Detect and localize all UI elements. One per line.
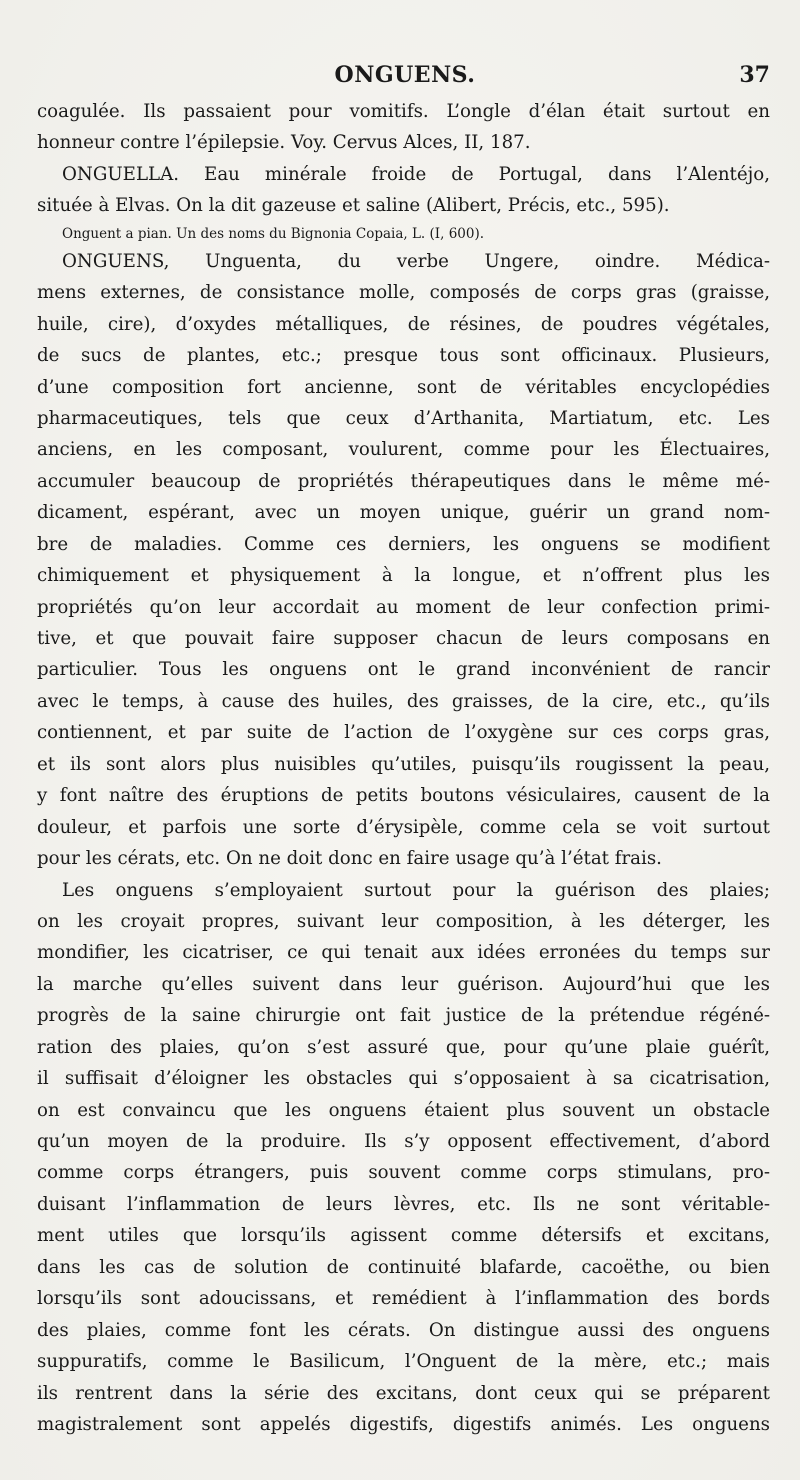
text-line: des plaies, comme font les cérats. On distingue aussi des onguens	[37, 1319, 770, 1341]
text-line: particulier. Tous les onguens ont le grand inconvénient de rancir	[37, 659, 770, 681]
text-line: coagulée. Ils passaient pour vomitifs. L’ongle d’élan était surtout en	[37, 101, 770, 122]
page-number: 37	[739, 62, 770, 88]
text-line: anciens, en les composant, voulurent, comme pour les Électuaires,	[37, 439, 770, 461]
text-line: honneur contre l’épilepsie. Voy. Cervus Alces, II, 187.	[37, 132, 531, 154]
text-line: on est convaincu que les onguens étaient plus souvent un obstacle	[37, 1099, 770, 1121]
text-line: qu’un moyen de la produire. Ils s’y opposent effectivement, d’abord	[37, 1131, 770, 1152]
text-line: de sucs de plantes, etc.; presque tous sont officinaux. Plusieurs,	[37, 345, 770, 367]
text-line: dicament, espérant, avec un moyen unique, guérir un grand nom-	[37, 502, 770, 524]
page-header	[40, 62, 770, 92]
text-line: Les onguens s’employaient surtout pour la guérison des plaies;	[62, 879, 770, 901]
text-line: et ils sont alors plus nuisibles qu’utiles, puisqu’ils rougissent la peau,	[37, 753, 770, 775]
text-line: progrès de la saine chirurgie ont fait justice de la prétendue régéné-	[37, 1005, 770, 1027]
text-line: propriétés qu’on leur accordait au moment de leur confection primi-	[37, 596, 770, 618]
text-line: huile, cire), d’oxydes métalliques, de résines, de poudres végétales,	[37, 313, 770, 335]
running-title: ONGUENS.	[334, 62, 476, 88]
text-line: Onguent a pian. Un des noms du Bignonia Copaia, L. (I, 600).	[62, 225, 485, 242]
text-line: accumuler beaucoup de propriétés thérapeutiques dans le même mé-	[37, 470, 770, 492]
text-line: contiennent, et par suite de l’action de l’oxygène sur ces corps gras,	[37, 722, 770, 744]
text-line: avec le temps, à cause des huiles, des graisses, de la cire, etc., qu’ils	[37, 690, 770, 712]
text-line: mens externes, de consistance molle, composés de corps gras (graisse,	[37, 282, 770, 304]
text-line: comme corps étrangers, puis souvent comme corps stimulans, pro-	[37, 1162, 770, 1184]
text-line: duisant l’inflammation de leurs lèvres, etc. Ils ne sont véritable-	[37, 1193, 770, 1215]
text-line: bre de maladies. Comme ces derniers, les onguens se modifient	[37, 533, 770, 555]
text-line: la marche qu’elles suivent dans leur guérison. Aujourd’hui que les	[37, 973, 770, 995]
text-line: ment utiles que lorsqu’ils agissent comme détersifs et excitans,	[37, 1225, 770, 1247]
text-line: mondifier, les cicatriser, ce qui tenait aux idées erronées du temps sur	[37, 942, 770, 964]
text-line: d’une composition fort ancienne, sont de véritables encyclopédies	[37, 376, 770, 398]
text-line: pour les cérats, etc. On ne doit donc en faire usage qu’à l’état frais.	[37, 848, 662, 870]
text-line: tive, et que pouvait faire supposer chacun de leurs composans en	[37, 628, 770, 649]
text-line: lorsqu’ils sont adoucissans, et remédient à l’inflammation des bords	[37, 1288, 770, 1310]
text-line: dans les cas de solution de continuité blafarde, cacoëthe, ou bien	[37, 1256, 770, 1278]
text-line: chimiquement et physiquement à la longue, et n’offrent plus les	[37, 565, 770, 587]
text-line: ONGUENS, Unguenta, du verbe Ungere, oindre. Médica-	[62, 250, 770, 272]
text-line: ration des plaies, qu’on s’est assuré que, pour qu’une plaie guérît,	[37, 1036, 770, 1058]
text-line: pharmaceutiques, tels que ceux d’Arthanita, Martiatum, etc. Les	[37, 407, 770, 429]
text-line: douleur, et parfois une sorte d’érysipèle, comme cela se voit surtout	[37, 816, 770, 838]
text-line: ils rentrent dans la série des excitans, dont ceux qui se préparent	[37, 1382, 770, 1404]
text-line: suppuratifs, comme le Basilicum, l’Onguent de la mère, etc.; mais	[37, 1351, 770, 1373]
text-line: située à Elvas. On la dit gazeuse et saline (Alibert, Précis, etc., 595).	[37, 195, 670, 217]
text-line: y font naître des éruptions de petits boutons vésiculaires, causent de la	[37, 785, 770, 807]
text-line: magistralement sont appelés digestifs, digestifs animés. Les onguens	[37, 1413, 770, 1435]
text-line: ONGUELLA. Eau minérale froide de Portugal, dans l’Alentéjo,	[62, 163, 770, 185]
text-line: on les croyait propres, suivant leur composition, à les déterger, les	[37, 910, 770, 932]
text-line: il suffisait d’éloigner les obstacles qui s’opposaient à sa cicatrisation,	[37, 1068, 770, 1090]
body-text	[37, 96, 770, 1440]
